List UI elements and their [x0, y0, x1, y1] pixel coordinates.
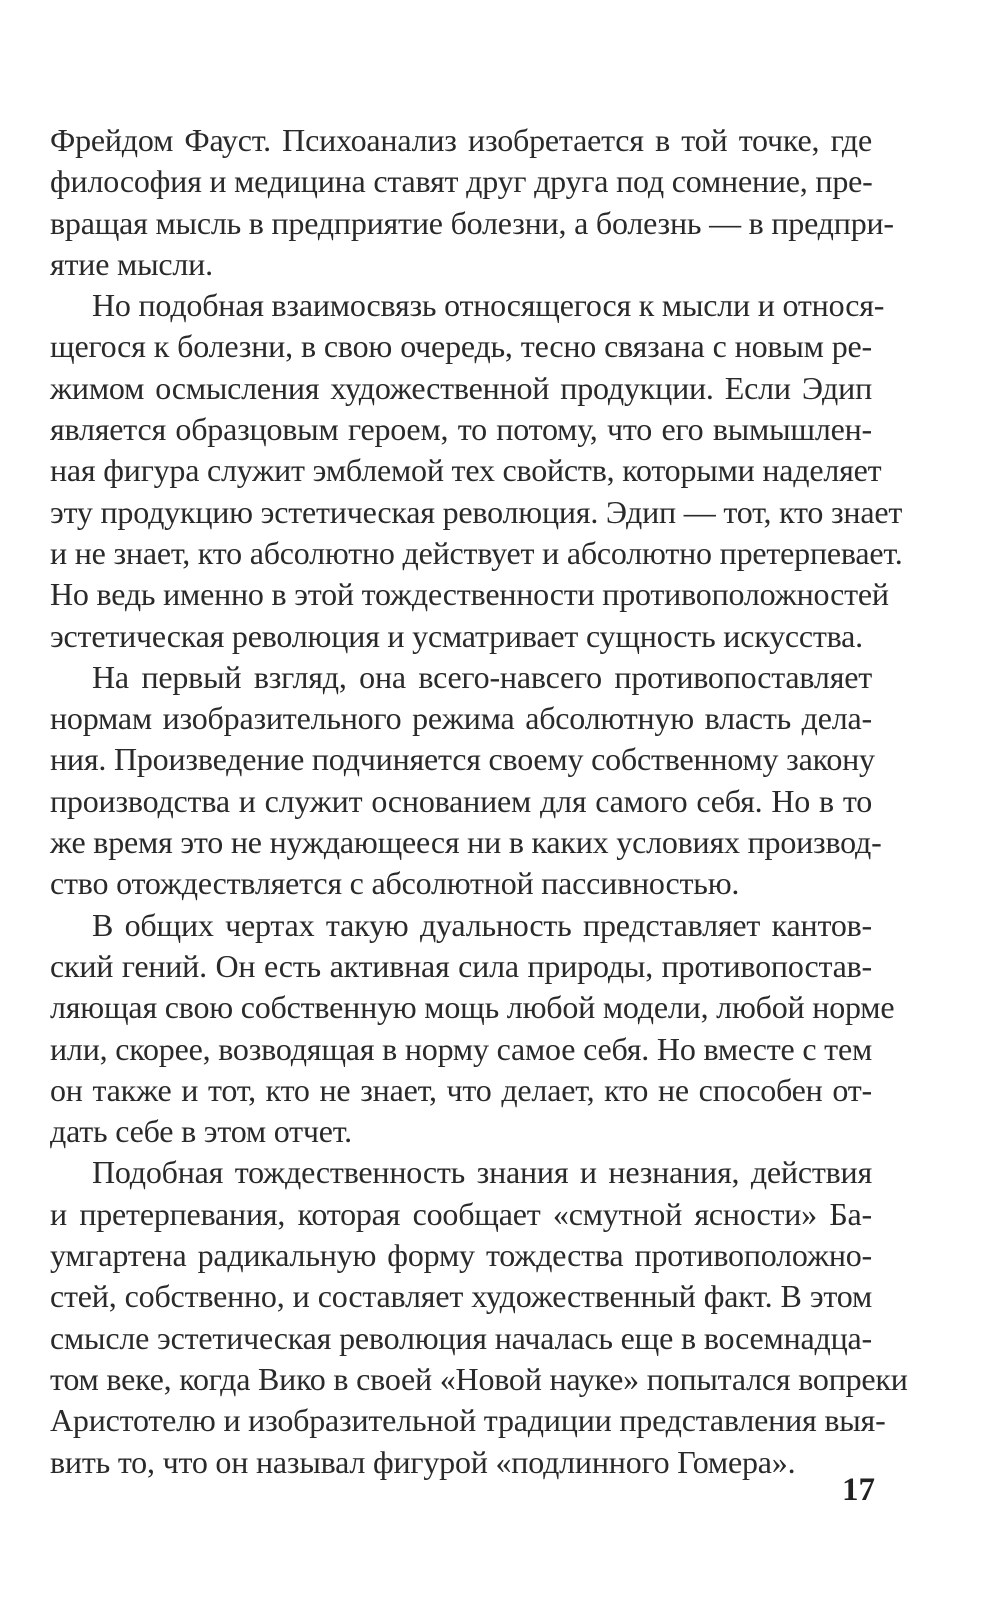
text-line: нормам изобразительного режима абсолютную власть дела-: [50, 700, 872, 737]
text-line: и претерпевания, которая сообщает «смутной ясности» Ба-: [50, 1195, 872, 1232]
text-line: Аристотелю и изобразительной традиции представления выя-: [50, 1402, 886, 1439]
text-line: эстетическая революция и усматривает сущность искусства.: [50, 617, 863, 654]
text-line: стей, собственно, и составляет художественный факт. В этом: [50, 1278, 872, 1315]
text-line: и не знает, кто абсолютно действует и абсолютно претерпевает.: [50, 534, 903, 571]
text-line: жимом осмысления художественной продукции. Если Эдип: [50, 369, 872, 406]
text-line: В общих чертах такую дуальность представляет кантов-: [92, 906, 872, 943]
text-line: или, скорее, возводящая в норму самое себя. Но вместе с тем: [50, 1030, 872, 1067]
text-line: ляющая свою собственную мощь любой модели, любой норме: [50, 989, 895, 1026]
text-line: дать себе в этом отчет.: [50, 1113, 352, 1150]
text-line: щегося к болезни, в свою очередь, тесно связана с новым ре-: [50, 328, 872, 365]
text-line: же время это не нуждающееся ни в каких условиях производ-: [50, 824, 882, 861]
text-line: умгартена радикальную форму тождества противоположно-: [50, 1237, 872, 1274]
text-line: является образцовым героем, то потому, что его вымышлен-: [50, 411, 872, 448]
text-line: философия и медицина ставят друг друга под сомнение, пре-: [50, 163, 873, 200]
text-line: смысле эстетическая революция началась еще в восемнадца-: [50, 1319, 872, 1356]
text-line: ния. Произведение подчиняется своему собственному закону: [50, 741, 875, 778]
text-line: вить то, что он называл фигурой «подлинного Гомера».: [50, 1443, 796, 1480]
text-line: он также и тот, кто не знает, что делает, кто не способен от-: [50, 1071, 872, 1108]
text-line: Но ведь именно в этой тождественности противоположностей: [50, 576, 889, 613]
text-line: ная фигура служит эмблемой тех свойств, которыми наделяет: [50, 452, 882, 489]
text-line: производства и служит основанием для самого себя. Но в то: [50, 782, 872, 819]
page-body: [50, 120, 908, 1483]
text-line: ство отождествляется с абсолютной пассивностью.: [50, 865, 740, 902]
text-line: На первый взгляд, она всего-навсего противопоставляет: [92, 658, 872, 695]
page-number: 17: [842, 1472, 875, 1508]
text-line: вращая мысль в предприятие болезни, а болезнь — в предпри-: [50, 204, 894, 241]
text-line: ятие мысли.: [50, 245, 213, 282]
text-line: Фрейдом Фауст. Психоанализ изобретается в той точке, где: [50, 122, 872, 158]
text-line: Но подобная взаимосвязь относящегося к мысли и относя-: [92, 287, 885, 324]
text-line: том веке, когда Вико в своей «Новой науке» попытался вопреки: [50, 1360, 908, 1397]
text-line: ский гений. Он есть активная сила природы, противопостав-: [50, 947, 872, 984]
text-line: Подобная тождественность знания и незнания, действия: [92, 1154, 872, 1191]
text-line: эту продукцию эстетическая революция. Эдип — тот, кто знает: [50, 493, 903, 530]
